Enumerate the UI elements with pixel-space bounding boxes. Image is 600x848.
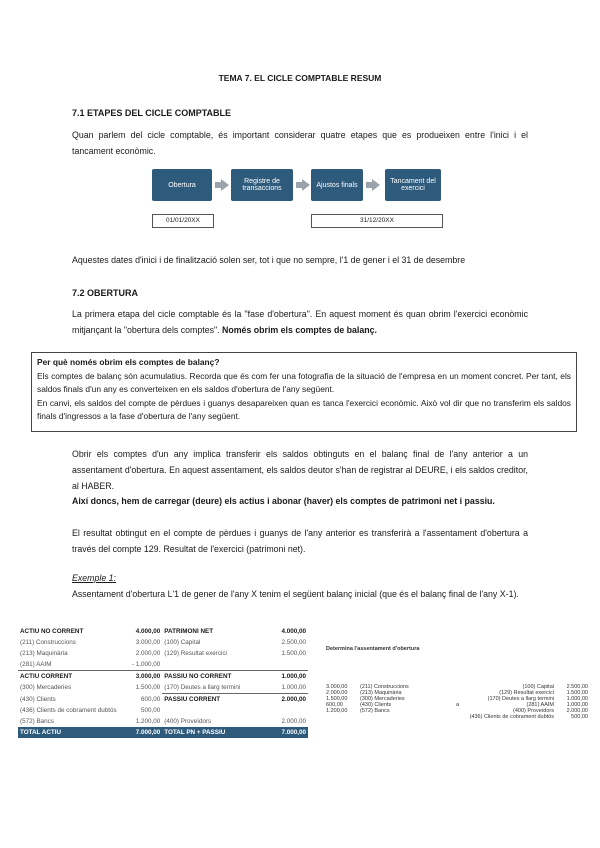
balance-row (18, 671, 308, 683)
balance-value: 2.500,00 (281, 639, 306, 646)
balance-label: (572) Bancs (20, 718, 54, 725)
debit-account: (430) Clients (360, 702, 392, 708)
balance-row (18, 682, 308, 694)
debit-amount: 1.500,00 (326, 696, 348, 702)
balance-sheet (18, 626, 308, 738)
balance-row (18, 626, 308, 637)
journal-debit-column (326, 684, 446, 714)
opening-phase-text: La primera etapa del cicle comptable és la "fase d'obertura". En aquest moment és quan obrim l'exercici econòmic mitjançant la "obertura dels comptes". (72, 309, 528, 335)
balance-value: 3.000,00 (135, 639, 161, 646)
journal-credit-line (460, 714, 588, 720)
balance-value: 4.000,00 (281, 628, 306, 635)
journal-credit-column (460, 684, 588, 720)
debit-account: (213) Maquinària (360, 690, 402, 696)
credit-account: (436) Clients de cobrament dubtós (469, 714, 554, 720)
credit-amount: 500,00 (571, 714, 588, 720)
balance-row (18, 659, 308, 671)
balance-value: 2.000,00 (281, 718, 306, 725)
balance-label: (436) Clients de cobrament dubtós (20, 707, 117, 714)
section2-paragraph-1 (72, 306, 528, 338)
flow-step-opening: Obertura (152, 169, 212, 201)
balance-value: 1.000,00 (265, 671, 308, 683)
section2-paragraph-3: Així doncs, hem de carregar (deure) els actius i abonar (haver) els comptes de patrimoni net i passiu. (72, 496, 495, 506)
flow-arrow-head (302, 179, 310, 191)
date-start-box: 01/01/20XX (152, 214, 214, 228)
balance-value: 1.200,00 (135, 718, 161, 725)
credit-amount: 1.500,00 (566, 690, 588, 696)
balance-label: (300) Mercaderies (20, 684, 72, 692)
section1-dates-note: Aquestes dates d'inici i de finalització solen ser, tot i que no sempre, l'1 de gener i el 31 de desembre (72, 255, 466, 265)
callout-box (31, 352, 577, 432)
flow-arrow-head (221, 179, 229, 191)
debit-account: (572) Bancs (360, 708, 390, 714)
debit-amount: 600,00 (326, 702, 343, 708)
balance-label: PATRIMONI NET (164, 628, 214, 635)
balance-label: ACTIU CORRENT (18, 671, 119, 683)
balance-row (18, 716, 308, 727)
balance-label: (129) Resultat exercici (164, 650, 227, 657)
balance-label: (400) Proveïdors (164, 718, 212, 725)
journal-debit-line (326, 708, 446, 714)
callout-text: Els comptes de balanç són acumulatius. Recorda que és com fer una fotografia de la situació de l'empresa en un moment concret. Per tant, els saldos finals d'un any es converteixen en els saldos d'obertura de l'any següent. En canvi, els saldos del compte de pèrdues i guanys desapareixen quan es tanca l'exercici econòmic. Això vol dir que no transferim els saldos finals d'ingressos a la fase d'obertura de l'any següent. (37, 370, 571, 421)
balance-value: 1.500,00 (135, 684, 161, 692)
balance-label: (100) Capital (164, 639, 201, 646)
balance-label: (211) Construccions (20, 639, 76, 646)
section2-paragraph-2: Obrir els comptes d'un any implica transferir els saldos obtinguts en el balanç final de l'any anterior a un assentament d'obertura. En aquest assentament, els saldos deutor s'han de registrar al DEURE, i els saldos creditor, al HABER. (72, 449, 528, 491)
balance-label: (213) Maquinària (20, 650, 68, 657)
balance-label: PASSIU CORRENT (162, 694, 264, 706)
journal-title: Determina l'assentament d'obertura (326, 646, 420, 652)
debit-amount: 1.200,00 (326, 708, 348, 714)
balance-total-row (18, 727, 308, 738)
balance-value: 2.000,00 (265, 694, 308, 706)
balance-label: (430) Clients (20, 695, 56, 703)
journal-to-separator: a (456, 702, 460, 708)
balance-value: 600,00 (141, 695, 161, 703)
debit-account: (211) Construccions (360, 684, 409, 690)
credit-account: (170) Deutes a llarg termini (487, 696, 554, 702)
balance-value: - 1.000,00 (131, 661, 161, 668)
balance-label: PASSIU NO CORRENT (162, 671, 264, 683)
balance-row (18, 648, 308, 659)
total-assets-value: 7.000,00 (119, 727, 163, 738)
section-heading-1: 7.1 ETAPES DEL CICLE COMPTABLE (72, 108, 232, 118)
section2-paragraph-4: El resultat obtingut en el compte de pèrdues i guanys de l'any anterior es transferirà a l'assentament d'obertura a través del compte 129. Resultat de l'exercici (patrimoni net). (72, 528, 528, 554)
total-liabilities-value: 7.000,00 (265, 727, 308, 738)
balance-value: 500,00 (141, 707, 161, 714)
credit-amount: 1.000,00 (566, 702, 588, 708)
balance-value: 3.000,00 (119, 671, 163, 683)
date-end-box: 31/12/20XX (311, 214, 443, 228)
example-text: Assentament d'obertura L'1 de gener de l'any X tenim el següent balanç inicial (que és el balanç final de l'any X-1). (72, 589, 519, 599)
balance-label: (170) Deutes a llarg termini (164, 684, 241, 691)
example-label: Exemple 1: (72, 573, 117, 583)
credit-account: (400) Proveïdors (513, 708, 554, 714)
callout-title: Per què només obrim els comptes de balanç? (37, 357, 220, 367)
balance-label: ACTIU NO CORRENT (20, 628, 84, 635)
credit-account: (129) Resultat exercici (499, 690, 554, 696)
credit-amount: 1.000,00 (566, 696, 588, 702)
credit-account: (100) Capital (522, 684, 554, 690)
credit-account: (281) AAIM (526, 702, 554, 708)
balance-label: (281) AAIM (20, 661, 52, 668)
flow-arrow-head (372, 179, 380, 191)
flow-step-transactions: Registre de transaccions (231, 169, 293, 201)
balance-value: 4.000,00 (135, 628, 161, 635)
balance-row (18, 637, 308, 648)
page-title: TEMA 7. EL CICLE COMPTABLE RESUM (218, 73, 382, 83)
balance-value: 1.000,00 (281, 684, 306, 691)
opening-balance-emphasis: Només obrim els comptes de balanç. (222, 325, 377, 335)
flow-step-closing: Tancament del exercici (385, 169, 441, 201)
section-heading-2: 7.2 OBERTURA (72, 288, 139, 298)
flow-step-adjustments: Ajustos finals (311, 169, 363, 201)
opening-journal-entry (326, 646, 588, 722)
debit-amount: 2.000,00 (326, 690, 348, 696)
balance-value: 1.500,00 (281, 650, 306, 657)
credit-amount: 2.000,00 (566, 708, 588, 714)
debit-account: (300) Mercaderies (360, 696, 405, 702)
balance-row (18, 705, 308, 716)
debit-amount: 3.000,00 (326, 684, 348, 690)
section1-intro: Quan parlem del cicle comptable, és important considerar quatre etapes que es produeixen entre l'inici i el tancament econòmic. (72, 130, 528, 156)
balance-value: 2.000,00 (135, 650, 161, 657)
balance-table (18, 626, 308, 738)
balance-row (18, 694, 308, 706)
credit-amount: 2.500,00 (566, 684, 588, 690)
total-liabilities-label: TOTAL PN + PASSIU (162, 727, 264, 738)
total-assets-label: TOTAL ACTIU (18, 727, 119, 738)
